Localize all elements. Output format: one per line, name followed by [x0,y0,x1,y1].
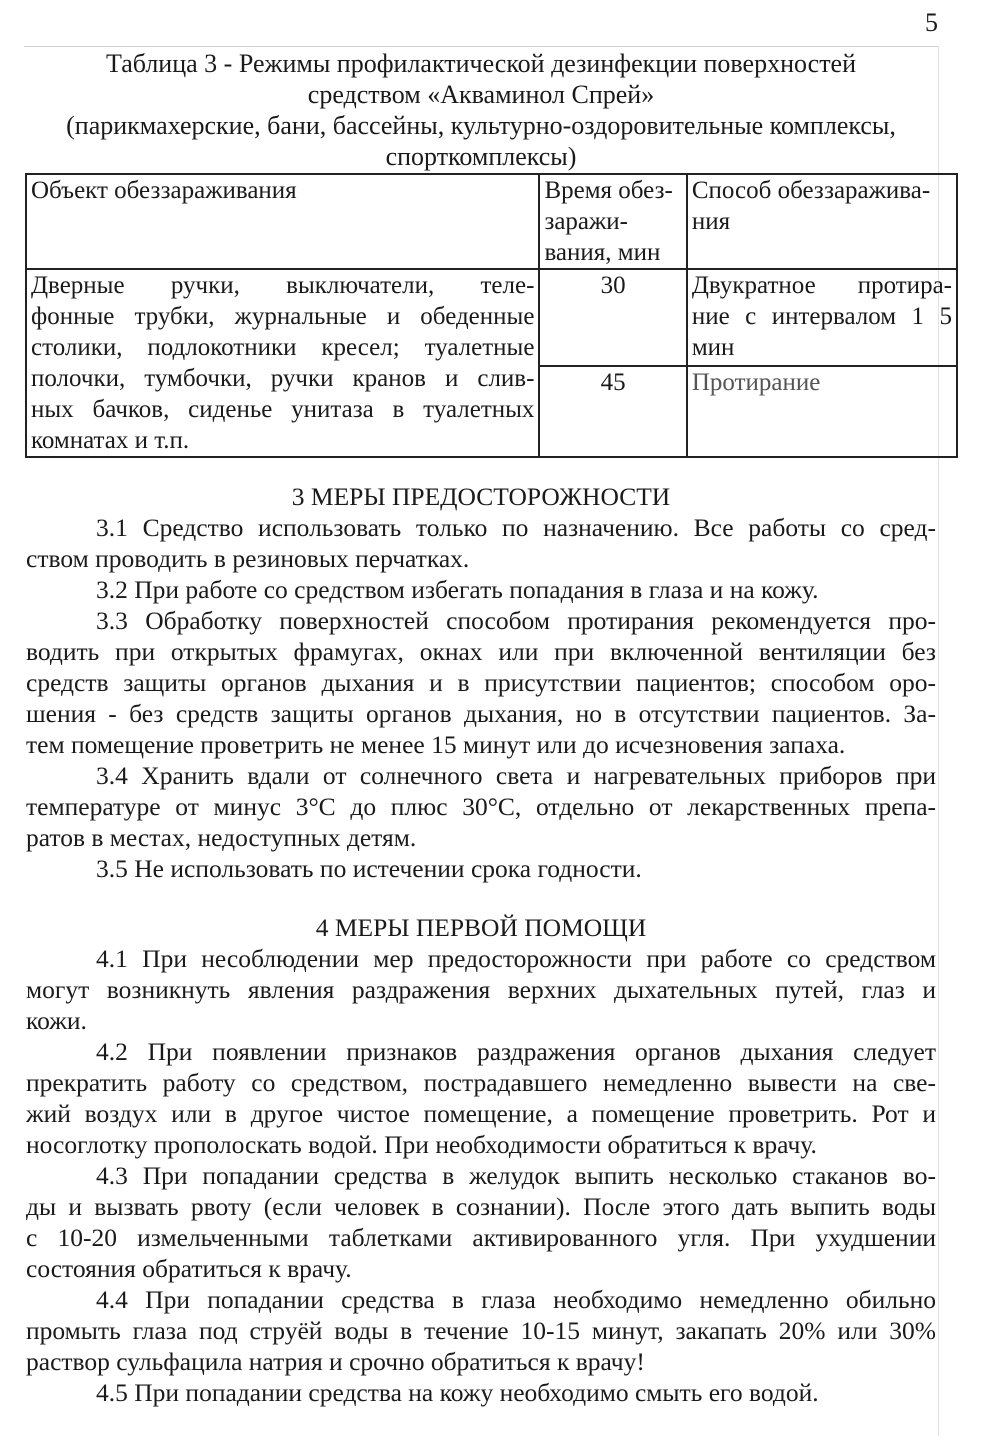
text-line: 3.1 Средство использовать только по назначению. Все работы со сред- [96,513,936,542]
table-row [26,269,957,366]
text-line: водить при открытых фрамугах, окнах или при включенной вентиляции без [26,637,936,666]
paragraph [26,574,936,605]
object-line: комнатах и т.п. [31,427,190,454]
table-header-row [26,174,957,269]
text-line: 4.2 При появлении признаков раздражения органов дыхания следует [96,1037,936,1066]
text-line: 4.5 При попадании средства на кожу необходимо смыть его водой. [96,1378,819,1407]
text-line: прекратить работу со средством, пострадавшего немедленно вывести на све- [26,1068,936,1097]
text-line: ством проводить в резиновых перчатках. [26,544,470,573]
text-line: раствор сульфацила натрия и срочно обратиться к врачу! [26,1347,645,1376]
paragraph [26,943,936,1036]
object-line: полочки, тумбочки, ручки кранов и слив- [31,365,535,392]
text-line: температуре от минус 3°С до плюс 30°С, отдельно от лекарственных препа- [26,792,936,821]
method-line: мин [691,334,735,361]
header-method [687,174,957,269]
object-line: фонные трубки, журнальные и обеденные [31,303,535,330]
caption-line: спорткомплексы) [385,142,577,171]
text-line: 3.4 Хранить вдали от солнечного света и нагревательных приборов при [96,761,936,790]
time-value: 30 [600,272,626,299]
text-line: 4.1 При несоблюдении мер предосторожности при работе со средством [96,944,936,973]
time-cell [539,366,686,457]
text-line: носоглотку прополоскать водой. При необходимости обратиться к врачу. [26,1130,817,1159]
header-time-line: заражи- [544,208,628,235]
caption-line: Таблица 3 - Режимы профилактической дезинфекции поверхностей [105,49,857,78]
paragraph [26,853,936,884]
disinfection-regimes-table [25,173,958,458]
text-line: шения - без средств защиты органов дыхания, но в отсутствии пациентов. За- [26,699,936,728]
method-line: ние с интервалом 1 5 [691,303,952,330]
paragraph [26,1284,936,1377]
text-line: состояния обратиться к врачу. [26,1254,352,1283]
paragraph [26,1036,936,1160]
text-line: 3.3 Обработку поверхностей способом протирания рекомендуется про- [96,606,936,635]
header-time-line: вания, мин [544,239,661,266]
method-line: Двукратное протира- [691,272,952,299]
method-cell [687,269,957,366]
section-precautions [26,481,936,884]
object-line: Дверные ручки, выключатели, теле- [31,272,535,299]
page-number: 5 [925,8,938,37]
text-line: кожи. [26,1006,87,1035]
text-line: 4.3 При попадании средства в желудок выпить несколько стаканов во- [96,1161,936,1190]
time-value: 45 [600,368,626,396]
object-line: ных бачков, сиденье унитаза в туалетных [31,396,535,423]
paragraph [26,760,936,853]
time-cell [539,269,686,366]
text-line: 3.2 При работе со средством избегать попадания в глаза и на кожу. [96,575,819,604]
text-line: тем помещение проветрить не менее 15 минут или до исчезновения запаха. [26,730,846,759]
object-line: столики, подлокотники кресел; туалетные [31,334,535,361]
method-line: Протирание [691,368,821,396]
header-method-line: Способ обеззаражива- [691,177,931,204]
caption-line: (парикмахерские, бани, бассейны, культурно-оздоровительные комплексы, [66,111,896,140]
header-time [539,174,686,269]
caption-line: средством «Акваминол Спрей» [307,80,655,109]
text-line: промыть глаза под струёй воды в течение 10-15 минут, закапать 20% или 30% [26,1316,936,1345]
section-title: 4 МЕРЫ ПЕРВОЙ ПОМОЩИ [315,913,647,942]
paragraph [26,512,936,574]
text-line: с 10-20 измельченными таблетками активированного угля. При ухудшении [26,1223,936,1252]
text-line: 4.4 При попадании средства в глаза необходимо немедленно обильно [96,1285,936,1314]
paragraph [26,1160,936,1284]
method-cell [687,366,957,457]
object-cell [26,269,539,457]
paragraph [26,1377,936,1408]
text-line: ды и вызвать рвоту (если человек в сознании). После этого дать выпить воды [26,1192,936,1221]
text-line: ратов в местах, недоступных детям. [26,823,417,852]
text-line: 3.5 Не использовать по истечении срока годности. [96,854,642,883]
top-rule [24,46,938,47]
header-method-line: ния [691,208,731,235]
table-caption [24,48,938,172]
header-time-line: Время обез- [544,177,673,204]
header-object [26,174,539,269]
paragraph [26,605,936,760]
section-first-aid [26,912,936,1408]
text-line: средств защиты органов дыхания и в присутствии пациентов; способом оро- [26,668,936,697]
section-title: 3 МЕРЫ ПРЕДОСТОРОЖНОСТИ [291,482,671,511]
text-line: жий воздух или в другое чистое помещение, а помещение проветрить. Рот и [26,1099,936,1128]
text-line: могут возникнуть явления раздражения верхних дыхательных путей, глаз и [26,975,936,1004]
header-object-label: Объект обеззараживания [31,177,297,204]
